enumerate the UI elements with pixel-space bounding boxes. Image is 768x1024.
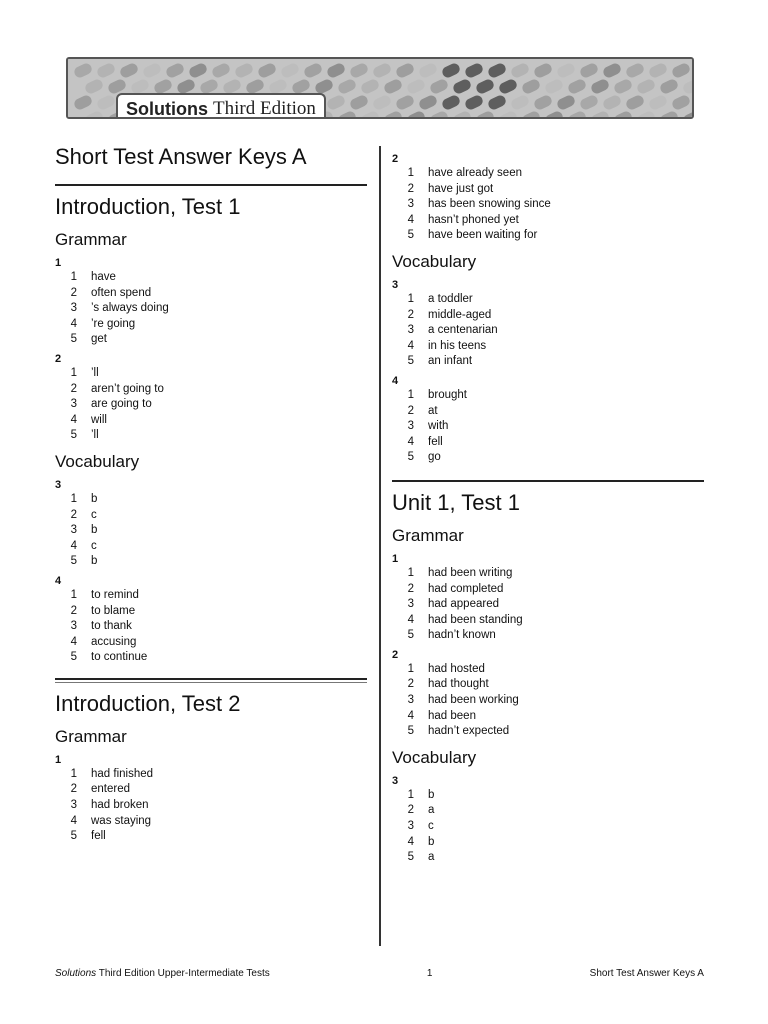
answer-text: b xyxy=(428,835,435,848)
answer-item xyxy=(392,597,704,613)
intro-test2-grammar-title: Grammar xyxy=(55,726,127,746)
answer-text: hadn’t known xyxy=(428,629,496,642)
answer-number: 1 xyxy=(407,788,414,801)
answer-item xyxy=(55,397,367,413)
answer-text: hadn’t expected xyxy=(428,725,510,738)
brand-tab xyxy=(116,93,326,119)
answer-item xyxy=(55,508,367,524)
answer-text: an infant xyxy=(428,355,473,368)
answer-list xyxy=(392,662,704,740)
answer-item xyxy=(392,693,704,709)
answer-item xyxy=(392,788,704,804)
answer-number: 1 xyxy=(407,388,414,401)
answer-number: 2 xyxy=(407,678,414,691)
answer-number: 5 xyxy=(407,629,414,642)
intro-test1-vocab-title: Vocabulary xyxy=(55,451,140,471)
answer-number: 3 xyxy=(407,198,414,211)
answer-number: 2 xyxy=(70,783,77,796)
answer-number: 4 xyxy=(70,814,77,827)
intro-test2-vocab xyxy=(392,278,704,466)
answer-text: brought xyxy=(428,388,468,401)
answer-item xyxy=(392,435,704,451)
answer-number: 4 xyxy=(70,539,77,552)
unit1-test1-grammar-title: Grammar xyxy=(392,525,464,545)
answer-number: 5 xyxy=(70,651,77,664)
answer-number: 2 xyxy=(70,508,77,521)
answer-text: had broken xyxy=(91,799,149,812)
question-number: 4 xyxy=(392,374,399,387)
answer-number: 4 xyxy=(70,413,77,426)
answer-number: 4 xyxy=(407,435,414,448)
answer-number: 3 xyxy=(70,799,77,812)
question-number: 2 xyxy=(55,352,62,365)
answer-text: have xyxy=(91,271,116,283)
answer-item xyxy=(392,566,704,582)
answer-item xyxy=(392,182,704,198)
answer-number: 4 xyxy=(70,317,77,330)
footer-left: Solutions Third Edition Upper-Intermediate Tests xyxy=(55,968,270,979)
answer-item xyxy=(392,613,704,629)
answer-number: 5 xyxy=(407,851,414,864)
answer-item xyxy=(55,619,367,635)
answer-item xyxy=(55,767,367,783)
answer-list xyxy=(392,388,704,466)
answer-text: a centenarian xyxy=(428,324,498,337)
answer-text: had finished xyxy=(91,767,154,780)
intro-test2-vocab-title: Vocabulary xyxy=(392,251,477,271)
answer-item xyxy=(55,270,367,286)
answer-number: 2 xyxy=(407,804,414,817)
answer-number: 2 xyxy=(407,308,414,321)
answer-item xyxy=(392,850,704,866)
column-divider xyxy=(379,146,381,946)
left-column xyxy=(55,140,367,849)
answer-number: 2 xyxy=(407,182,414,195)
answer-list xyxy=(55,767,367,845)
answer-item xyxy=(55,604,367,620)
right-column xyxy=(392,150,704,870)
unit1-test1-vocab xyxy=(392,774,704,866)
intro-test1-title: Introduction, Test 1 xyxy=(55,194,241,219)
question-number: 2 xyxy=(392,153,399,165)
answer-text: to remind xyxy=(91,588,139,601)
unit1-test1-grammar xyxy=(392,552,704,740)
answer-list xyxy=(392,292,704,370)
answer-number: 1 xyxy=(407,167,414,179)
answer-item xyxy=(55,782,367,798)
answer-text: has been snowing since xyxy=(428,198,551,211)
answer-item xyxy=(55,798,367,814)
answer-text: entered xyxy=(91,783,131,796)
answer-item xyxy=(392,724,704,740)
answer-number: 5 xyxy=(70,429,77,442)
question-number: 2 xyxy=(392,648,399,661)
answer-text: in his teens xyxy=(428,339,487,352)
answer-text: a toddler xyxy=(428,292,473,305)
answer-text: b xyxy=(428,788,435,801)
answer-item xyxy=(392,213,704,229)
answer-item xyxy=(392,628,704,644)
answer-number: 3 xyxy=(70,302,77,315)
answer-list xyxy=(55,366,367,444)
answer-text: had been working xyxy=(428,694,519,707)
answer-item xyxy=(392,354,704,370)
answer-text: ’s always doing xyxy=(91,302,169,315)
answer-text: had been writing xyxy=(428,566,513,579)
answer-list xyxy=(55,270,367,348)
answer-text: have already seen xyxy=(428,167,522,179)
answer-item xyxy=(55,650,367,666)
question-number: 3 xyxy=(392,278,399,291)
answer-text: fell xyxy=(91,830,106,843)
answer-number: 3 xyxy=(407,324,414,337)
answer-text: hasn’t phoned yet xyxy=(428,213,519,226)
page-title: Short Test Answer Keys A xyxy=(55,144,307,169)
answer-list xyxy=(392,566,704,644)
answer-list xyxy=(392,788,704,866)
answer-item xyxy=(392,662,704,678)
answer-list xyxy=(392,166,704,244)
answer-number: 5 xyxy=(70,830,77,843)
answer-text: to thank xyxy=(91,620,132,633)
answer-item xyxy=(392,709,704,725)
answer-item xyxy=(55,413,367,429)
answer-text: with xyxy=(428,420,449,433)
answer-item xyxy=(392,339,704,355)
question-number: 1 xyxy=(55,257,62,269)
answer-text: b xyxy=(91,524,98,537)
answer-item xyxy=(392,323,704,339)
answer-text: often spend xyxy=(91,286,152,299)
intro-test2-grammar-cont xyxy=(392,152,704,244)
answer-number: 4 xyxy=(407,213,414,226)
answer-item xyxy=(392,450,704,466)
answer-item xyxy=(392,835,704,851)
section-divider xyxy=(392,480,704,482)
question-number: 3 xyxy=(55,478,62,491)
answer-text: will xyxy=(91,413,107,426)
answer-item xyxy=(392,819,704,835)
brand-bold: Solutions xyxy=(126,98,208,119)
question-number: 1 xyxy=(55,753,62,766)
answer-item xyxy=(55,301,367,317)
answer-item xyxy=(55,428,367,444)
answer-item xyxy=(55,492,367,508)
answer-item xyxy=(55,554,367,570)
answer-text: to continue xyxy=(91,651,148,664)
answer-text: at xyxy=(428,404,438,417)
answer-item xyxy=(392,166,704,182)
answer-item xyxy=(55,382,367,398)
answer-text: b xyxy=(91,555,98,568)
answer-number: 2 xyxy=(70,286,77,299)
answer-text: ’ll xyxy=(91,366,99,379)
answer-number: 4 xyxy=(407,613,414,626)
answer-text: get xyxy=(91,333,107,346)
answer-number: 1 xyxy=(407,662,414,675)
answer-item xyxy=(55,317,367,333)
answer-item xyxy=(392,197,704,213)
answer-item xyxy=(392,582,704,598)
answer-number: 5 xyxy=(407,229,414,242)
answer-list xyxy=(55,492,367,570)
answer-item xyxy=(392,404,704,420)
answer-number: 4 xyxy=(407,709,414,722)
answer-number: 4 xyxy=(407,339,414,352)
page-number: 1 xyxy=(426,968,433,979)
answer-item xyxy=(392,388,704,404)
answer-number: 1 xyxy=(70,588,77,601)
answer-text: have been waiting for xyxy=(428,229,538,242)
answer-text: was staying xyxy=(91,814,152,827)
answer-item xyxy=(55,829,367,845)
answer-item xyxy=(55,539,367,555)
answer-text: had thought xyxy=(428,678,489,691)
answer-text: b xyxy=(91,492,98,505)
answer-number: 4 xyxy=(70,635,77,648)
answer-item xyxy=(55,366,367,382)
answer-number: 1 xyxy=(70,271,77,283)
answer-number: 3 xyxy=(407,694,414,707)
intro-test1-grammar xyxy=(55,256,367,444)
answer-item xyxy=(392,803,704,819)
answer-item xyxy=(55,523,367,539)
answer-number: 3 xyxy=(407,420,414,433)
title-rule xyxy=(55,184,367,186)
header-banner xyxy=(66,57,694,119)
answer-item xyxy=(55,814,367,830)
brand-rest: Third Edition xyxy=(213,98,316,119)
answer-text: ’re going xyxy=(91,317,136,330)
answer-number: 3 xyxy=(70,398,77,411)
answer-number: 1 xyxy=(70,767,77,780)
page-footer xyxy=(55,968,704,982)
answer-text: ’ll xyxy=(91,429,99,442)
question-number: 1 xyxy=(392,552,399,565)
answer-text: had been xyxy=(428,709,476,722)
answer-number: 1 xyxy=(407,292,414,305)
intro-test1-vocab xyxy=(55,478,367,666)
answer-number: 1 xyxy=(70,366,77,379)
answer-text: a xyxy=(428,851,435,864)
answer-number: 3 xyxy=(70,620,77,633)
answer-item xyxy=(55,332,367,348)
answer-text: a xyxy=(428,804,435,817)
answer-text: had completed xyxy=(428,582,504,595)
answer-text: c xyxy=(91,539,97,552)
unit1-test1-vocab-title: Vocabulary xyxy=(392,747,477,767)
answer-text: are going to xyxy=(91,398,152,411)
question-number: 4 xyxy=(55,574,62,587)
answer-text: had been standing xyxy=(428,613,523,626)
question-number: 3 xyxy=(392,774,399,787)
answer-item xyxy=(392,228,704,244)
answer-number: 3 xyxy=(407,820,414,833)
answer-item xyxy=(55,588,367,604)
answer-item xyxy=(392,677,704,693)
answer-number: 4 xyxy=(407,835,414,848)
answer-number: 5 xyxy=(70,333,77,346)
answer-number: 1 xyxy=(70,492,77,505)
answer-number: 2 xyxy=(407,404,414,417)
answer-list xyxy=(55,588,367,666)
answer-text: aren’t going to xyxy=(91,382,164,395)
answer-number: 1 xyxy=(407,566,414,579)
section-divider xyxy=(55,678,367,683)
answer-number: 2 xyxy=(407,582,414,595)
unit1-test1-title: Unit 1, Test 1 xyxy=(392,489,520,515)
answer-text: c xyxy=(428,820,434,833)
answer-text: had hosted xyxy=(428,662,485,675)
answer-item xyxy=(392,419,704,435)
answer-item xyxy=(392,308,704,324)
footer-right: Short Test Answer Keys A xyxy=(589,968,704,979)
answer-number: 5 xyxy=(407,355,414,368)
answer-number: 2 xyxy=(70,604,77,617)
answer-number: 3 xyxy=(70,524,77,537)
intro-test2-grammar xyxy=(55,753,367,845)
answer-text: had appeared xyxy=(428,598,499,611)
answer-text: go xyxy=(428,451,441,464)
answer-text: middle-aged xyxy=(428,308,492,321)
answer-text: accusing xyxy=(91,635,137,648)
answer-item xyxy=(55,286,367,302)
answer-number: 3 xyxy=(407,598,414,611)
answer-item xyxy=(392,292,704,308)
answer-text: to blame xyxy=(91,604,136,617)
answer-text: c xyxy=(91,508,97,521)
answer-text: fell xyxy=(428,435,443,448)
answer-number: 5 xyxy=(70,555,77,568)
answer-number: 2 xyxy=(70,382,77,395)
answer-item xyxy=(55,635,367,651)
intro-test1-grammar-title: Grammar xyxy=(55,230,127,249)
answer-text: have just got xyxy=(428,182,494,195)
intro-test2-title: Introduction, Test 2 xyxy=(55,690,241,716)
answer-number: 5 xyxy=(407,725,414,738)
answer-number: 5 xyxy=(407,451,414,464)
